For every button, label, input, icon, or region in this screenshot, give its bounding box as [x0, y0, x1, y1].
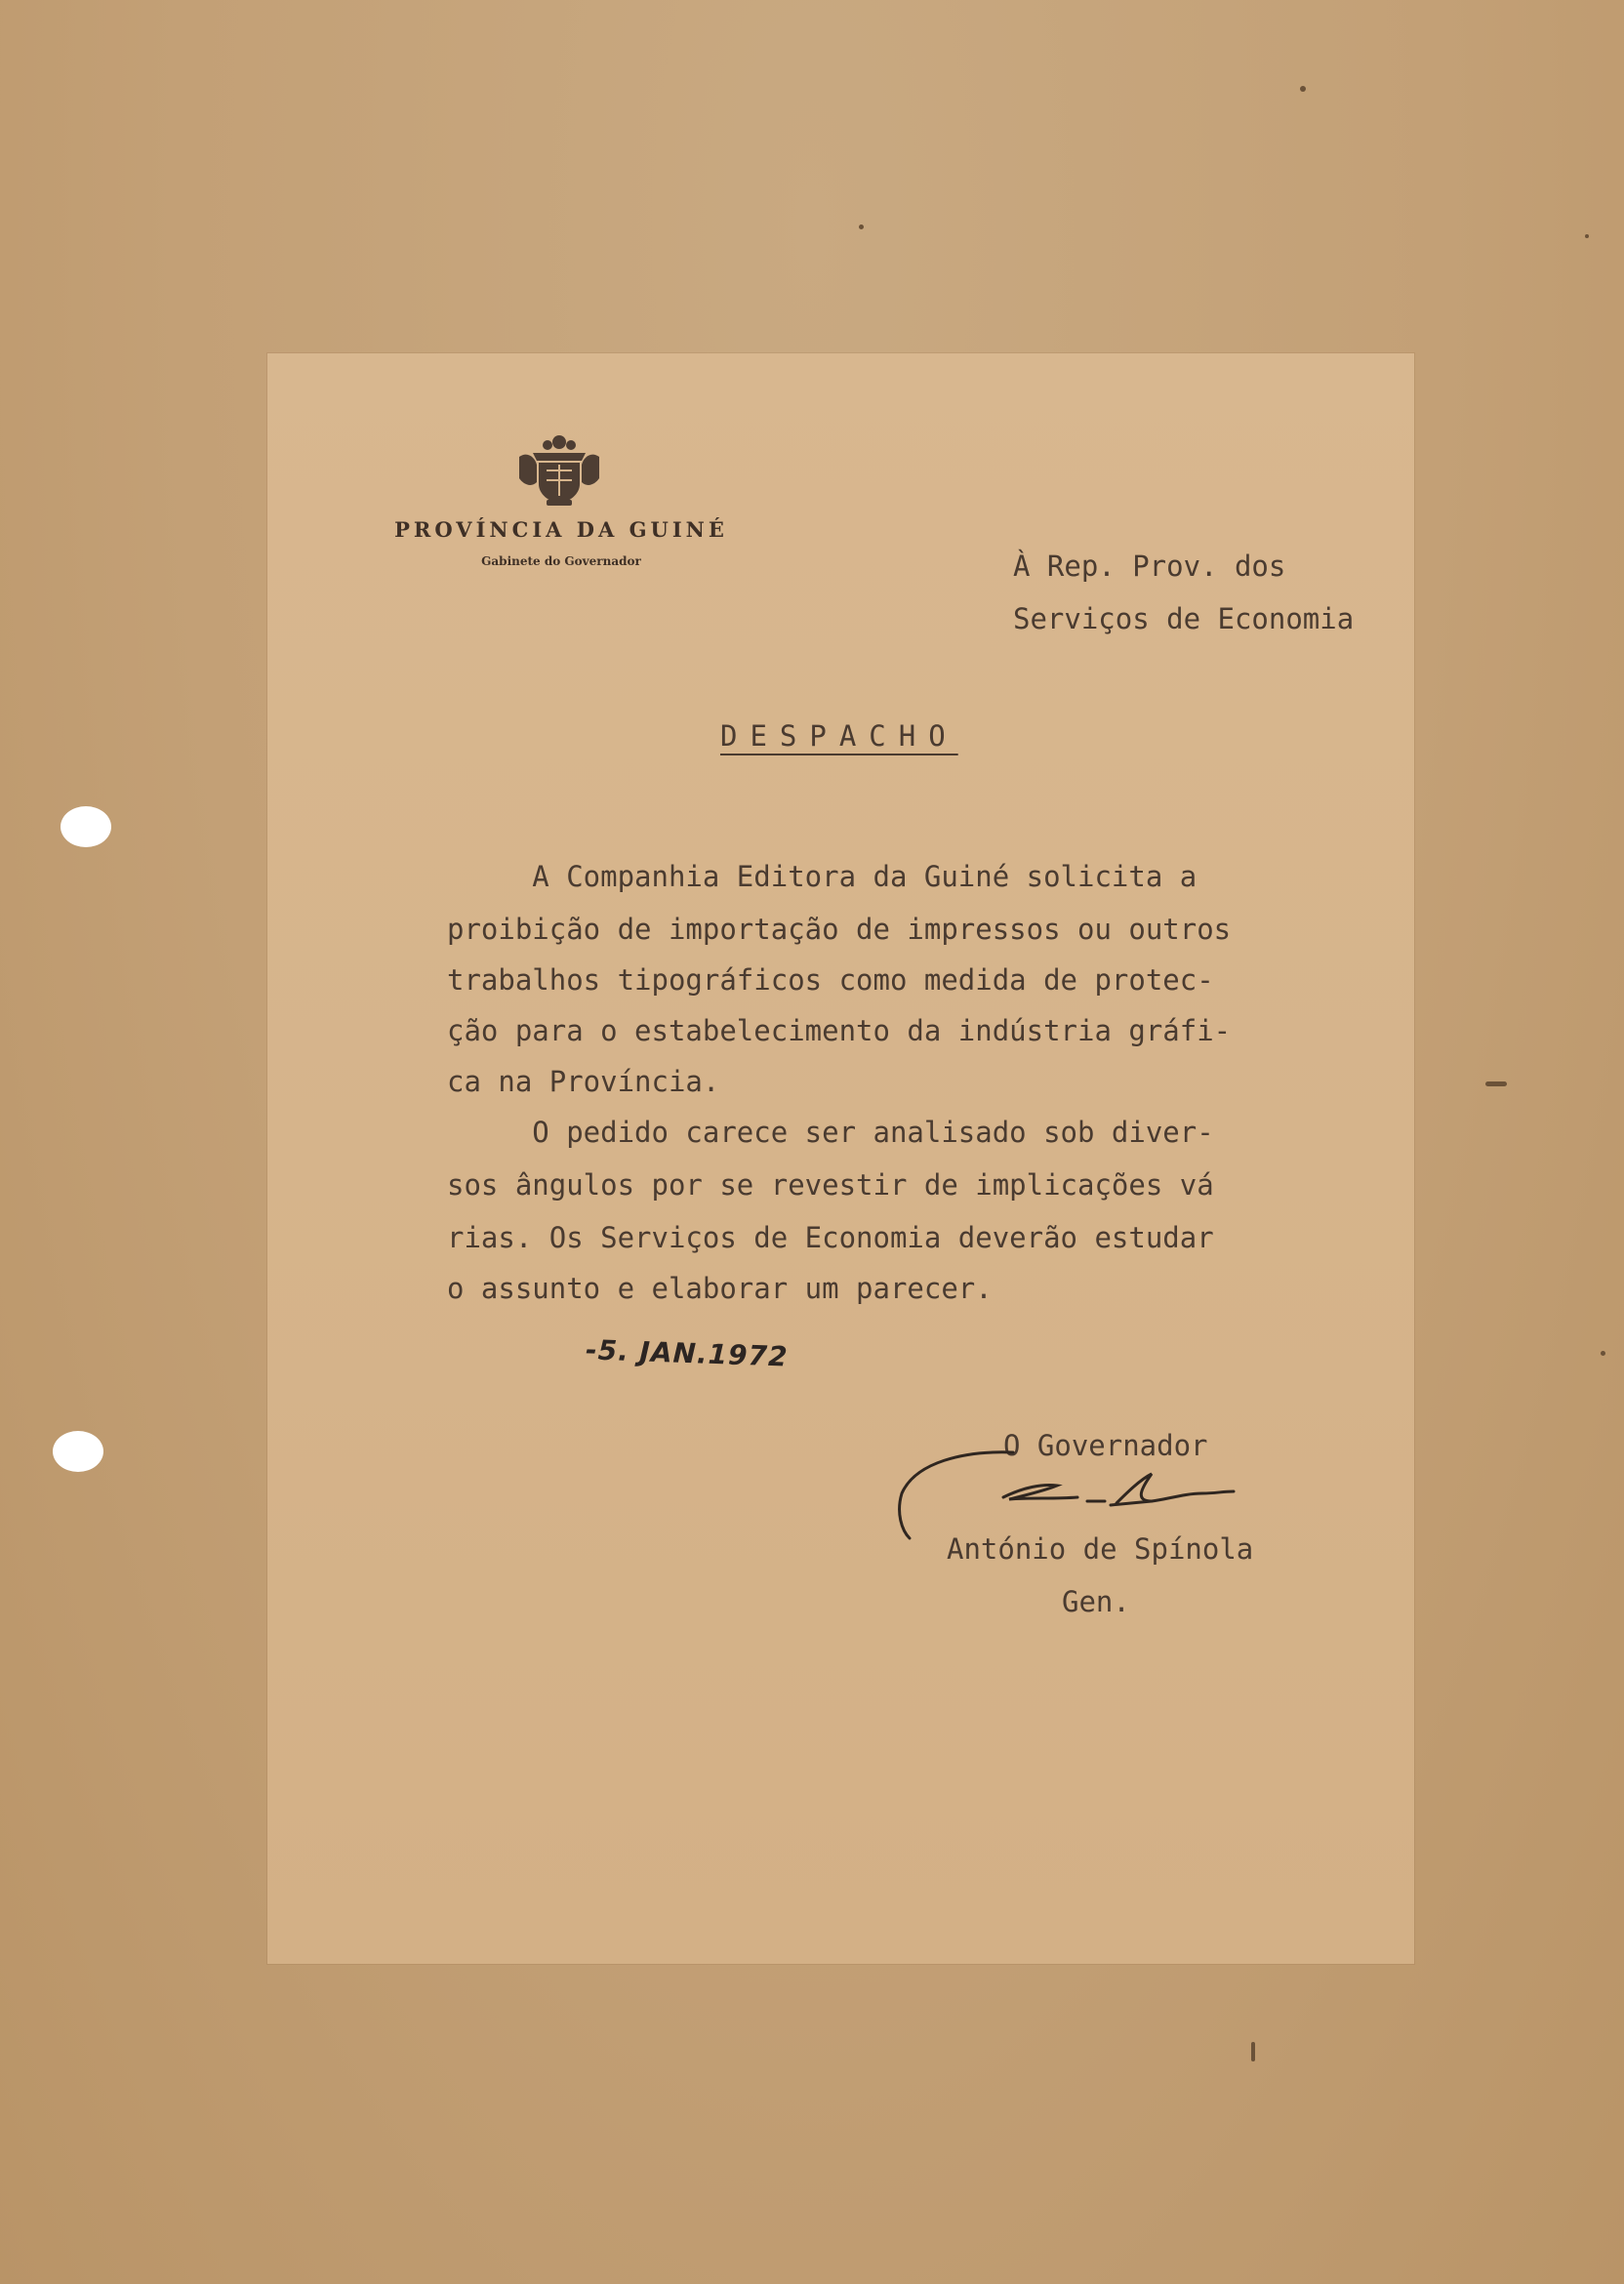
- body-line: ção para o estabelecimento da indústria gráfi-: [447, 1014, 1232, 1047]
- dust-speck: [1585, 234, 1589, 238]
- punch-hole-top: [61, 806, 111, 847]
- dust-speck: [1251, 2042, 1255, 2061]
- dust-speck: [1485, 1081, 1507, 1086]
- body-line: ca na Província.: [447, 1065, 720, 1098]
- dust-speck: [1601, 1351, 1605, 1356]
- addressee-line-2: Serviços de Economia: [1013, 602, 1355, 635]
- body-line: rias. Os Serviços de Economia deverão estudar: [447, 1221, 1214, 1254]
- signatory-name: António de Spínola: [947, 1532, 1254, 1566]
- body-line: A Companhia Editora da Guiné solicita a: [447, 860, 1198, 893]
- date-stamp: -5. JAN.1972: [585, 1333, 790, 1373]
- body-line: o assunto e elaborar um parecer.: [447, 1272, 993, 1305]
- body-line: proibição de importação de impressos ou outros: [447, 913, 1232, 946]
- dust-speck: [1300, 86, 1306, 92]
- signatory-rank: Gen.: [1062, 1585, 1130, 1618]
- body-line: trabalhos tipográficos como medida de protec-: [447, 963, 1214, 997]
- letterhead-subtitle: Gabinete do Governador: [481, 554, 641, 568]
- body-line: sos ângulos por se revestir de implicações vá: [447, 1168, 1214, 1202]
- letterhead-title: PROVÍNCIA DA GUINÉ: [394, 517, 728, 542]
- coat-of-arms-icon: [513, 433, 605, 508]
- addressee-line-1: À Rep. Prov. dos: [1013, 550, 1286, 583]
- dust-speck: [859, 224, 864, 229]
- body-line: O pedido carece ser analisado sob diver-: [447, 1116, 1214, 1149]
- punch-hole-bottom: [53, 1431, 103, 1472]
- signatory-title: O Governador: [1003, 1429, 1208, 1462]
- document-heading: DESPACHO: [720, 719, 958, 753]
- despacho-sheet: [267, 353, 1414, 1964]
